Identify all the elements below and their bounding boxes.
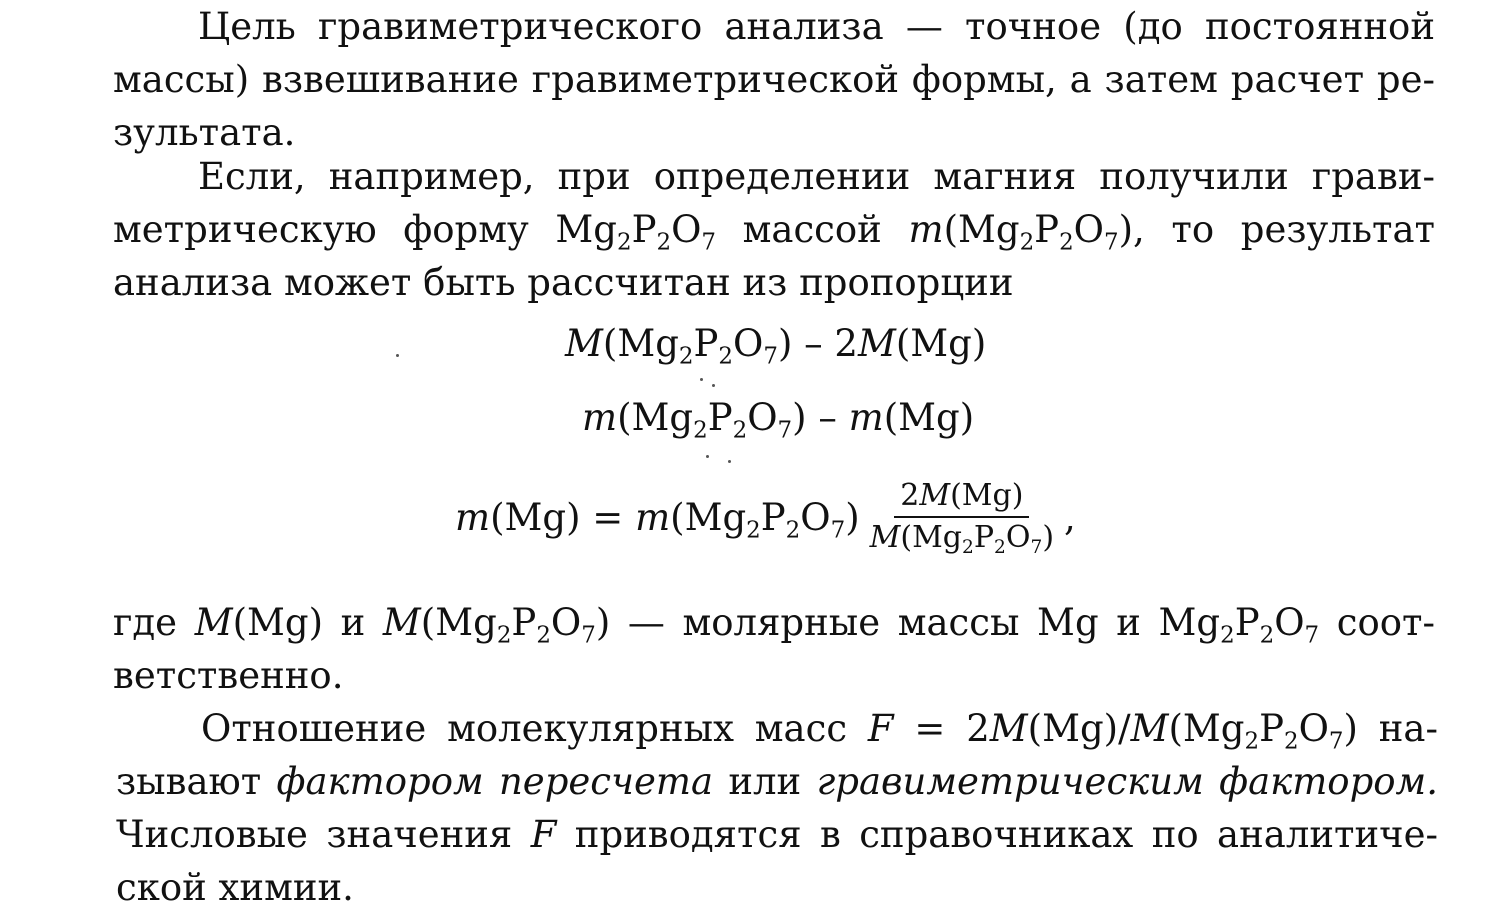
subscript: 2 (962, 536, 974, 558)
italic-symbol: m (455, 495, 491, 539)
text-run: P (1259, 707, 1284, 750)
text-run: = 2 (893, 707, 990, 750)
subscript: 2 (1019, 229, 1035, 256)
text-run: (Mg) (895, 322, 987, 365)
paragraph-goal (113, 0, 1435, 159)
italic-symbol: m (908, 208, 944, 251)
italic-symbol: M (869, 520, 901, 555)
subscript: 7 (701, 229, 716, 256)
subscript: 2 (746, 516, 761, 543)
text-run: P (693, 322, 719, 365)
subscript: 7 (1104, 229, 1119, 256)
text-run: O (671, 208, 702, 251)
subscript: 7 (1328, 728, 1344, 755)
paragraph-goal-text: Цель гравиметрического анализа — точное (до постоянной массы) взвешивание гравиметрической формы, а затем расчет результата. (113, 5, 1435, 154)
italic-symbol: M (919, 478, 951, 513)
italic-symbol: M (1130, 707, 1169, 750)
subscript: 7 (763, 343, 778, 370)
text-run: ) (1042, 520, 1055, 555)
subscript: 2 (1059, 229, 1074, 256)
italic-term: гравиметрическим фактором. (816, 760, 1438, 803)
subscript: 2 (718, 343, 733, 370)
subscript: 7 (777, 417, 793, 444)
text-run: (Mg (943, 208, 1020, 251)
paragraph-conversion-factor (116, 702, 1438, 914)
text-run: Числовые значения (116, 813, 531, 856)
subscript: 2 (656, 229, 672, 256)
italic-symbol: M (194, 601, 233, 644)
scan-speck (396, 354, 399, 357)
text-run: ) называют (116, 707, 1438, 803)
italic-symbol: M (989, 707, 1028, 750)
text-run: O (1073, 208, 1105, 251)
text-run: (Mg (670, 495, 747, 539)
scan-speck (728, 460, 731, 463)
text-run: соответственно. (113, 601, 1435, 697)
text-run: (Mg (420, 601, 497, 644)
text-run: O (1298, 707, 1329, 750)
text-run: (Mg (602, 322, 679, 365)
fraction-denominator (864, 518, 1060, 556)
subscript: 7 (830, 516, 846, 543)
text-run: ) — молярные массы Mg и Mg (595, 601, 1221, 644)
text-run: (Mg) (950, 478, 1024, 513)
subscript: 2 (1283, 728, 1299, 755)
text-run: ) (845, 495, 860, 539)
equation-mass-proportion (582, 396, 975, 444)
text-run: или (713, 760, 817, 803)
subscript: 2 (693, 417, 708, 444)
italic-symbol: M (857, 322, 896, 365)
equation-mass-formula (455, 478, 1076, 556)
text-run: P (760, 495, 786, 539)
subscript: 2 (1220, 622, 1235, 649)
text-run: ) – 2 (777, 322, 858, 365)
text-run: P (511, 601, 537, 644)
text-run: приводятся в справочниках по аналитической химии. (116, 813, 1438, 909)
subscript: 2 (994, 536, 1006, 558)
text-run: (Mg) (883, 396, 975, 439)
text-run: O (1274, 601, 1305, 644)
text-run: (Mg)/ (1027, 707, 1131, 750)
italic-symbol: M (565, 322, 603, 365)
italic-term: фактором пересчета (276, 760, 714, 803)
subscript: 2 (785, 516, 801, 543)
text-run: P (631, 208, 657, 251)
italic-symbol: m (582, 396, 618, 439)
text-run: ), то результат анализа может быть рассчитан из пропорции (113, 208, 1435, 304)
gravimetric-factor-fraction (864, 478, 1060, 556)
subscript: 2 (678, 343, 694, 370)
text-run: 2 (900, 478, 920, 513)
subscript: 7 (581, 622, 596, 649)
text-run: O (747, 396, 778, 439)
text-run: (Mg (900, 520, 962, 555)
subscript: 2 (616, 229, 632, 256)
text-run: O (800, 495, 831, 539)
text-run: (Mg) и (232, 601, 383, 644)
text-run: Отношение молекулярных масс (201, 707, 868, 750)
text-run: P (707, 396, 733, 439)
text-run: ) – (792, 396, 849, 439)
scan-speck (700, 378, 703, 381)
text-run: массой (716, 208, 909, 251)
scan-speck (712, 384, 715, 387)
text-run: O (733, 322, 764, 365)
text-run: P (1234, 601, 1260, 644)
subscript: 2 (732, 417, 748, 444)
subscript: 7 (1304, 622, 1320, 649)
text-run: O (550, 601, 582, 644)
text-run: P (973, 520, 995, 555)
equation-molar-proportion (565, 322, 987, 370)
subscript: 2 (1259, 622, 1275, 649)
italic-symbol: m (848, 396, 884, 439)
text-run: P (1034, 208, 1060, 251)
equation-comma: , (1064, 495, 1076, 539)
italic-symbol: m (635, 495, 671, 539)
italic-symbol: F (530, 813, 557, 856)
subscript: 2 (496, 622, 512, 649)
italic-symbol: M (382, 601, 421, 644)
scan-speck (706, 455, 709, 458)
paragraph-molar-masses (113, 596, 1435, 702)
italic-symbol: F (867, 707, 894, 750)
text-run: Если, например, при определении магния получили гравиметрическую форму Mg (113, 155, 1435, 251)
text-run: (Mg) = (490, 495, 636, 539)
text-run: (Mg (617, 396, 694, 439)
text-run: где (113, 601, 195, 644)
subscript: 7 (1030, 536, 1043, 558)
equation-lhs (455, 495, 860, 543)
subscript: 2 (536, 622, 551, 649)
text-run: (Mg (1168, 707, 1245, 750)
subscript: 2 (1244, 728, 1260, 755)
text-run: O (1005, 520, 1031, 555)
fraction-numerator (894, 478, 1029, 518)
paragraph-example (113, 150, 1435, 309)
